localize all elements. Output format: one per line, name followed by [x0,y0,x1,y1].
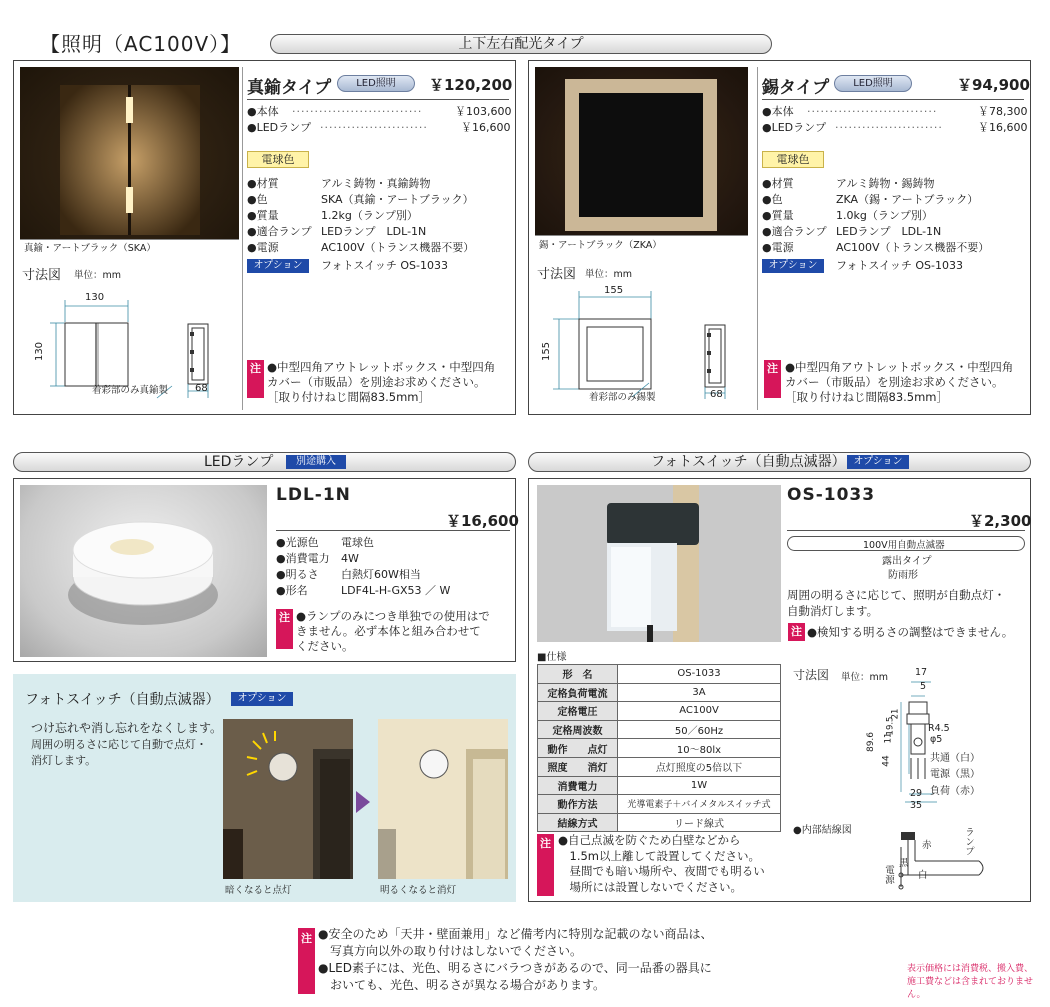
tin-body-value: ￥78,300 [978,105,1028,118]
photoswitch-note: ●検知する明るさの調整はできません。 [807,625,1014,639]
brass-led-value: ￥16,600 [461,121,511,134]
brass-spec-k3: ●適合ランプ [247,225,312,238]
top-banner [270,34,772,54]
top-banner-label: 上下左右配光タイプ [458,36,584,52]
ps-dim-title: 寸法図 [793,668,830,682]
promo-text1: つけ忘れや消し忘れをなくします。 [31,721,223,735]
wiring-lamp: ランプ [963,827,974,856]
tin-product-name: 錫タイプ [762,78,830,98]
tin-led-badge: LED照明 [834,75,912,92]
tin-spec-k3: ●適合ランプ [762,225,827,238]
led-note-chip: 注 [276,609,293,649]
brass-spec-v1: SKA（真鍮・アートブラック） [321,193,474,206]
led-panel [13,478,519,662]
tin-dim-h: 155 [541,341,553,362]
tin-led-dots: ························ [835,121,943,134]
ps-dim-unit: 単位：mm [841,672,889,683]
brass-option-badge: オプション [247,259,309,273]
spec-row [538,757,781,776]
brass-dim-unit: 単位：mm [74,270,122,281]
tin-divider [757,67,758,410]
brass-dim-note: 着彩部のみ真鍮製 [92,385,169,396]
tin-dim-note: 着彩部のみ錫製 [589,392,656,403]
led-price-rule [276,530,510,531]
ps-wire-power: 電源（黒） [930,769,980,780]
spec-key: 動作方法 [538,795,618,814]
tin-led-label: ●LEDランプ [762,121,827,134]
ps-dim-r45: R4.5 [928,723,950,734]
led-lamp-graphic [20,485,267,657]
spec-row [538,720,781,739]
brass-light-graphic [20,67,239,253]
wiring-power: 電源 [883,865,894,884]
promo-scene-dark [223,719,353,879]
promo-tag: オプション [231,692,293,706]
tin-body-label: ●本体 [762,105,794,118]
spec-val: 1W [618,776,781,795]
photoswitch-banner-label: フォトスイッチ（自動点滅器） [651,454,846,470]
led-spec-k3: ●形名 [276,584,308,597]
brass-spec-v0: アルミ鋳物・真鍮鋳物 [321,177,431,190]
brass-photo [20,67,239,253]
led-spec-k2: ●明るさ [276,568,319,581]
brass-product-name: 真鍮タイプ [247,78,332,98]
brass-spec-v4: AC100V（トランス機器不要） [321,241,475,254]
product-panel-brass [13,60,516,415]
tin-spec-k2: ●質量 [762,209,794,222]
spec-table [537,664,781,832]
tin-dim-d: 68 [710,389,723,400]
promo-cap-light: 明るくなると消灯 [380,885,457,896]
brass-body-dots: ····························· [292,105,423,118]
brass-photo-caption: 真鍮・アートブラック（SKA） [24,243,156,254]
tin-photo-caption: 錫・アートブラック（ZKA） [539,240,662,251]
ps-wire-load: 負荷（赤） [930,786,980,797]
brass-price-rule [247,99,509,100]
ps-dim-11: 11 [883,732,894,744]
ps-dim-29: 29 [910,788,923,799]
brass-led-dots: ························ [320,121,428,134]
brass-led-label: ●LEDランプ [247,121,312,134]
brass-dim-d: 68 [195,383,208,394]
photoswitch-banner-tag: オプション [847,455,909,469]
brass-dim-h: 130 [34,341,46,362]
spec-val: OS-1033 [618,665,781,684]
spec-val: 50／60Hz [618,720,781,739]
photoswitch-banner [528,452,1031,472]
tin-spec-v3: LEDランプ LDL-1N [836,225,942,238]
brass-spec-k2: ●質量 [247,209,279,222]
spec-val: 3A [618,683,781,702]
spec-key: 動作 点灯 [538,739,618,758]
tin-spec-k0: ●材質 [762,177,794,190]
brass-spec-v2: 1.2kg（ランプ別） [321,209,418,222]
brass-note-chip: 注 [247,360,264,398]
spec-val: AC100V [618,702,781,721]
spec-key: 定格負荷電流 [538,683,618,702]
footer-note-chip: 注 [298,928,315,994]
photoswitch-model: OS-1033 [787,485,876,505]
spec-row [538,665,781,684]
led-spec-v1: 4W [341,552,359,565]
photoswitch-panel [528,478,1031,902]
spec-val: 点灯照度の5倍以下 [618,757,781,776]
tin-color-tag: 電球色 [762,151,824,168]
tin-dim-unit: 単位：mm [585,269,633,280]
led-spec-k0: ●光源色 [276,536,319,549]
wiring-red: 赤 [922,840,932,851]
ps-dim-896: 89.6 [866,731,877,753]
ps-dim-44: 44 [881,755,892,767]
wiring-black: 黒 [899,858,909,869]
brass-body-value: ￥103,600 [455,105,512,118]
photoswitch-type-l1: 100V用自動点滅器 [863,540,945,551]
brass-spec-k0: ●材質 [247,177,279,190]
tin-light-graphic [535,67,748,240]
spec-row [538,776,781,795]
photoswitch-type-l3: 防雨形 [888,570,918,581]
photoswitch-price-rule [787,530,1025,531]
ps-dim-phi5: φ5 [930,734,943,745]
led-banner [13,452,516,472]
promo-arrow-icon [356,791,370,813]
brass-spec-v3: LEDランプ LDL-1N [321,225,427,238]
promo-cap-dark: 暗くなると点灯 [225,885,292,896]
brass-spec-k4: ●電源 [247,241,279,254]
led-banner-tag: 別途購入 [286,455,346,469]
spec-title: ■仕様 [537,652,567,663]
spec-key: 定格周波数 [538,720,618,739]
tin-photo [535,67,748,240]
photoswitch-type-l2: 露出タイプ [882,556,932,567]
spec-row [538,813,781,832]
brass-price: ￥120,200 [429,76,513,94]
brass-body-label: ●本体 [247,105,279,118]
brass-color-tag: 電球色 [247,151,309,168]
ps-dim-5: 5 [920,681,927,692]
spec-key: 消費電力 [538,776,618,795]
led-spec-v0: 電球色 [341,536,374,549]
photoswitch-desc: 周囲の明るさに応じて、照明が自動点灯・ 自動消灯します。 [787,588,1006,618]
spec-val: リード線式 [618,813,781,832]
led-model: LDL-1N [276,485,351,505]
tin-option-badge: オプション [762,259,824,273]
tin-price: ￥94,900 [957,76,1030,94]
install-note: ●自己点滅を防ぐため白壁などから 1.5m以上離して設置してください。 昼間でも暗い場所や、夜間でも明るい 場所には設置しないでください。 [558,833,765,894]
tin-dim-title: 寸法図 [537,267,577,282]
product-panel-tin [528,60,1031,415]
spec-val: 光導電素子＋バイメタルスイッチ式 [618,795,781,814]
tin-dimension-drawing [537,281,752,406]
tin-spec-v1: ZKA（錫・アートブラック） [836,193,979,206]
led-spec-v2: 白熱灯60W相当 [341,568,421,581]
spec-row [538,739,781,758]
ps-dim-21: 21 [890,708,901,720]
tin-spec-k4: ●電源 [762,241,794,254]
brass-note: ●中型四角アウトレットボックス・中型四角 カバー（市販品）を別途お求めください。 ［取り付けねじ間隔83.5mm］ [267,360,496,404]
brass-option-value: フォトスイッチ OS-1033 [321,259,449,272]
promo-scene-light [378,719,508,879]
tin-note: ●中型四角アウトレットボックス・中型四角 カバー（市販品）を別途お求めください。 ［取り付けねじ間隔83.5mm］ [785,360,1014,404]
tin-spec-v2: 1.0kg（ランプ別） [836,209,933,222]
brass-dim-title: 寸法図 [22,268,62,283]
spec-key: 定格電圧 [538,702,618,721]
tin-note-chip: 注 [764,360,781,398]
led-spec-v3: LDF4L-H-GX53 ／ W [341,584,451,597]
spec-key: 照度 消灯 [538,757,618,776]
photoswitch-graphic [537,485,781,642]
spec-val: 10～80lx [618,739,781,758]
brass-led-badge: LED照明 [337,75,415,92]
light-scene-graphic [378,719,508,879]
spec-key: 形 名 [538,665,618,684]
spec-key: 結線方式 [538,813,618,832]
tin-option-value: フォトスイッチ OS-1033 [836,259,964,272]
wiring-title: ●内部結線図 [793,825,852,836]
ps-dim-17: 17 [915,667,928,678]
tin-led-value: ￥16,600 [978,121,1028,134]
tin-spec-v4: AC100V（トランス機器不要） [836,241,990,254]
wiring-white: 白 [918,870,928,881]
tin-spec-v0: アルミ鋳物・錫鋳物 [836,177,935,190]
photoswitch-price: ￥2,300 [969,512,1032,530]
footer-notes: ●安全のため「天井・壁面兼用」など備考内に特別な記載のない商品は、 写真方向以外の取り付けはしないでください。 ●LED素子には、光色、明るさにバラつきがあるので、同一品番の器具に おいても、光色、明るさが異なる場合があります。 [318,927,713,992]
promo-text2: 周囲の明るさに応じて自動で点灯・ 消灯します。 [31,738,207,767]
led-note: ●ランプのみにつき単独での使用はで きません。必ず本体と組み合わせて ください。 [296,609,490,653]
brass-dim-w: 130 [85,292,105,303]
tin-price-rule [762,99,1024,100]
photoswitch-photo [537,485,781,642]
ps-wire-common: 共通（白） [930,753,980,764]
ps-dim-19: 19.5 [885,716,896,736]
tin-dim-w: 155 [604,285,624,296]
promo-box [13,674,516,902]
ps-dim-35: 35 [910,800,923,811]
led-price: ￥16,600 [446,512,519,530]
spec-row [538,702,781,721]
install-note-chip: 注 [537,834,554,896]
brass-divider [242,67,243,410]
photoswitch-note-chip: 注 [788,623,805,641]
spec-row [538,683,781,702]
led-spec-k1: ●消費電力 [276,552,330,565]
spec-row [538,795,781,814]
tin-body-dots: ····························· [807,105,938,118]
led-photo [20,485,267,657]
promo-title: フォトスイッチ（自動点滅器） [25,692,220,708]
led-banner-label: LEDランプ [204,454,274,470]
tin-spec-k1: ●色 [762,193,783,206]
brass-spec-k1: ●色 [247,193,268,206]
dark-scene-graphic [223,719,353,879]
section-title: 【照明（AC100V）】 [40,32,242,56]
footer-price-note: 表示価格には消費税、搬入費、 施工費などは含まれておりません。 [907,964,1034,1000]
